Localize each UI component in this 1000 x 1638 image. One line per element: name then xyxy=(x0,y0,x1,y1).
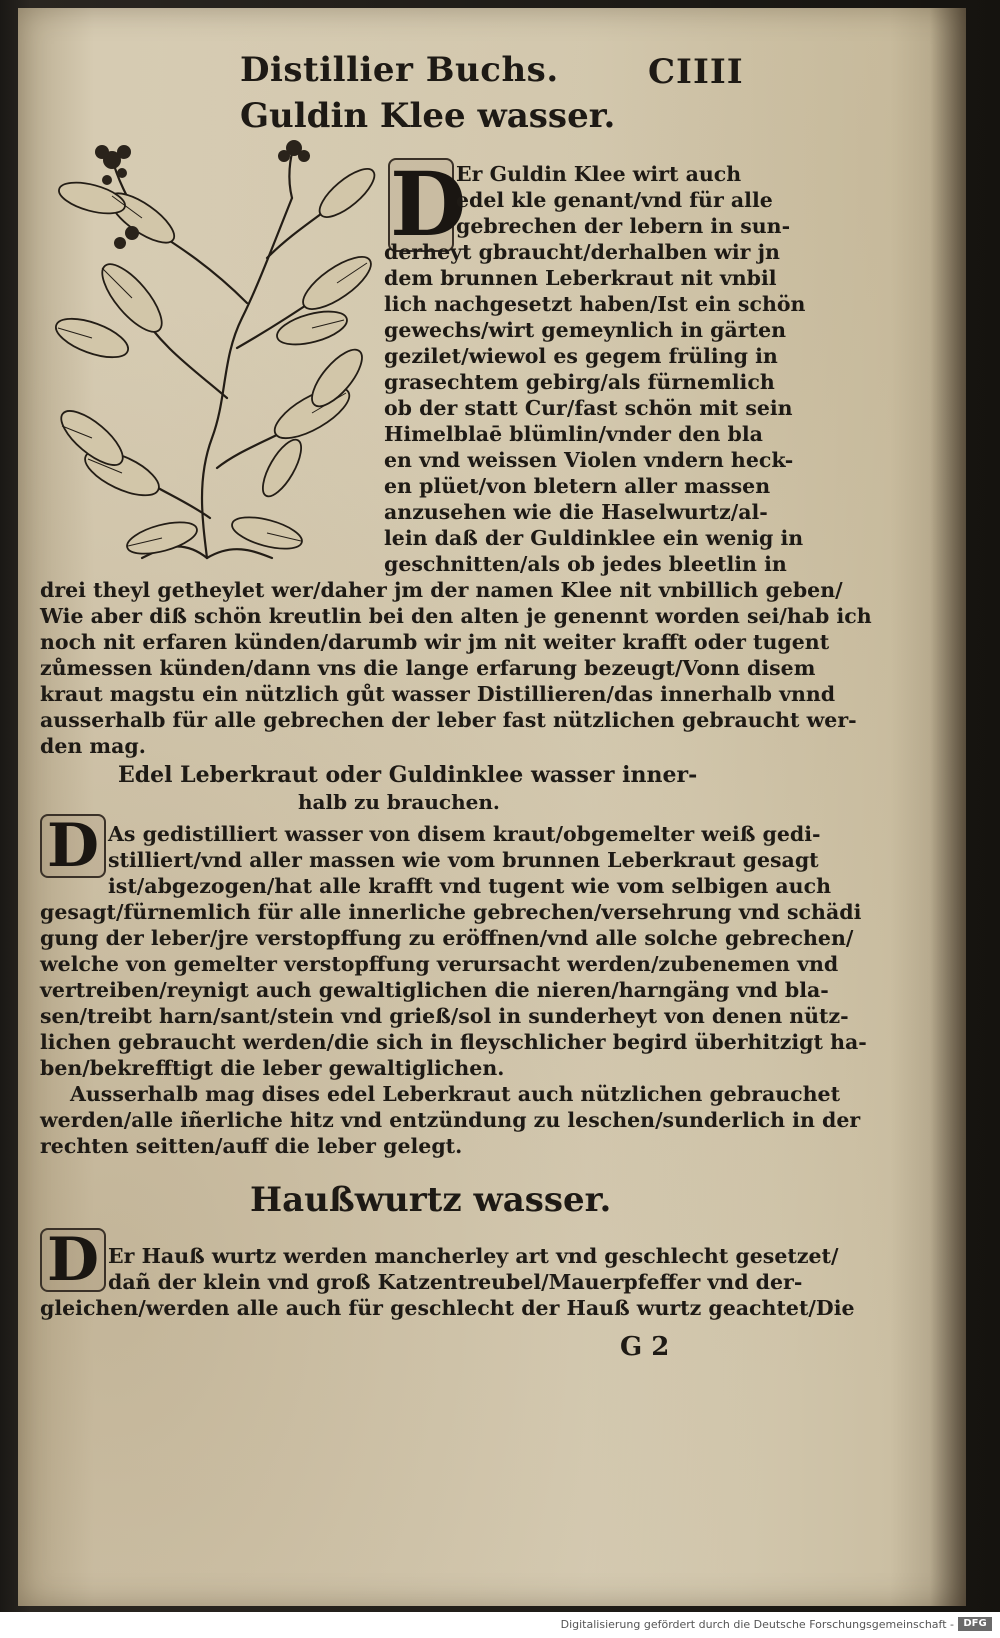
text-line: gesagt/fürnemlich für alle innerliche gebrechen/versehrung vnd schädi xyxy=(40,900,862,924)
page-edge-shadow xyxy=(930,8,966,1606)
text-line: edel kle genant/vnd für alle xyxy=(456,188,773,212)
text-line: geschnitten/als ob jedes bleetlin in xyxy=(384,552,787,576)
text-line: Er Hauß wurtz werden mancherley art vnd geschlecht gesetzet/ xyxy=(108,1244,839,1268)
text-line: grasechtem gebirg/als fürnemlich xyxy=(384,370,775,394)
text-line: ben/bekrefftigt die leber gewaltiglichen. xyxy=(40,1056,505,1080)
section-title-guldin-klee: Guldin Klee wasser. xyxy=(240,96,616,136)
text-line: dañ der klein vnd groß Katzentreubel/Mauerpfeffer vnd der- xyxy=(108,1270,803,1294)
text-line: gezilet/wiewol es gegem früling in xyxy=(384,344,778,368)
text-line: sen/treibt harn/sant/stein vnd grieß/sol in sunderheyt von denen nütz- xyxy=(40,1004,849,1028)
text-line: lichen gebraucht werden/die sich in fleyschlicher begird überhitzigt ha- xyxy=(40,1030,867,1054)
signature-mark: G 2 xyxy=(620,1332,670,1362)
text-line: rechten seitten/auff die leber gelegt. xyxy=(40,1134,463,1158)
section-title-hausswurtz: Haußwurtz wasser. xyxy=(250,1180,612,1220)
footer-credit: Digitalisierung gefördert durch die Deutsche Forschungsgemeinschaft - xyxy=(560,1618,954,1631)
text-line: ausserhalb für alle gebrechen der leber fast nützlichen gebraucht wer- xyxy=(40,708,857,732)
drop-cap-initial: D xyxy=(40,1228,106,1292)
text-line: ob der statt Cur/fast schön mit sein xyxy=(384,396,793,420)
text-line: drei theyl getheylet wer/daher jm der namen Klee nit vnbillich geben/ xyxy=(40,578,843,602)
drop-cap-initial: D xyxy=(40,814,106,878)
text-line: Er Guldin Klee wirt auch xyxy=(456,162,742,186)
text-line: den mag. xyxy=(40,734,146,758)
text-line: Ausserhalb mag dises edel Leberkraut auch nützlichen gebrauchet xyxy=(70,1082,841,1106)
text-line: en vnd weissen Violen vndern heck- xyxy=(384,448,794,472)
plant-woodcut-illustration xyxy=(32,138,377,563)
text-line: en plüet/von bletern aller massen xyxy=(384,474,771,498)
text-line: Wie aber diß schön kreutlin bei den alten je genennt worden sei/hab ich xyxy=(40,604,872,628)
text-line: derheyt gbraucht/derhalben wir jn xyxy=(384,240,780,264)
text-line: gleichen/werden alle auch für geschlecht der Hauß wurtz geachtet/Die xyxy=(40,1296,855,1320)
text-line: gebrechen der lebern in sun- xyxy=(456,214,791,238)
text-line: stilliert/vnd aller massen wie vom brunnen Leberkraut gesagt xyxy=(108,848,819,872)
drop-cap-initial: D xyxy=(390,152,467,256)
dfg-logo: DFG xyxy=(958,1617,992,1631)
text-line: gung der leber/jre verstopffung zu eröffnen/vnd alle solche gebrechen/ xyxy=(40,926,854,950)
subsection-heading-line1: Edel Leberkraut oder Guldinklee wasser inner- xyxy=(118,762,698,788)
text-line: ist/abgezogen/hat alle krafft vnd tugent wie vom selbigen auch xyxy=(108,874,831,898)
text-line: zůmessen künden/dann vns die lange erfarung bezeugt/Vonn disem xyxy=(40,656,816,680)
text-line: vertreiben/reynigt auch gewaltiglichen die nieren/harngäng vnd bla- xyxy=(40,978,829,1002)
text-line: anzusehen wie die Haselwurtz/al- xyxy=(384,500,768,524)
text-line: gewechs/wirt gemeynlich in gärten xyxy=(384,318,787,342)
text-line: kraut magstu ein nützlich gůt wasser Distillieren/das innerhalb vnnd xyxy=(40,682,836,706)
text-line: Himelblaē blümlin/vnder den bla xyxy=(384,422,763,446)
text-line: lein daß der Guldinklee ein wenig in xyxy=(384,526,804,550)
text-line: dem brunnen Leberkraut nit vnbil xyxy=(384,266,777,290)
text-line: lich nachgesetzt haben/Ist ein schön xyxy=(384,292,806,316)
text-line: welche von gemelter verstopffung verursacht werden/zubenemen vnd xyxy=(40,952,839,976)
text-line: werden/alle iñerliche hitz vnd entzündung zu leschen/sunderlich in der xyxy=(40,1108,861,1132)
text-line: noch nit erfaren künden/darumb wir jm nit weiter krafft oder tugent xyxy=(40,630,830,654)
folio-number: CIIII xyxy=(648,52,744,92)
subsection-heading-line2: halb zu brauchen. xyxy=(298,790,500,814)
running-head: Distillier Buchs. xyxy=(240,50,559,90)
text-line: As gedistilliert wasser von disem kraut/obgemelter weiß gedi- xyxy=(108,822,821,846)
